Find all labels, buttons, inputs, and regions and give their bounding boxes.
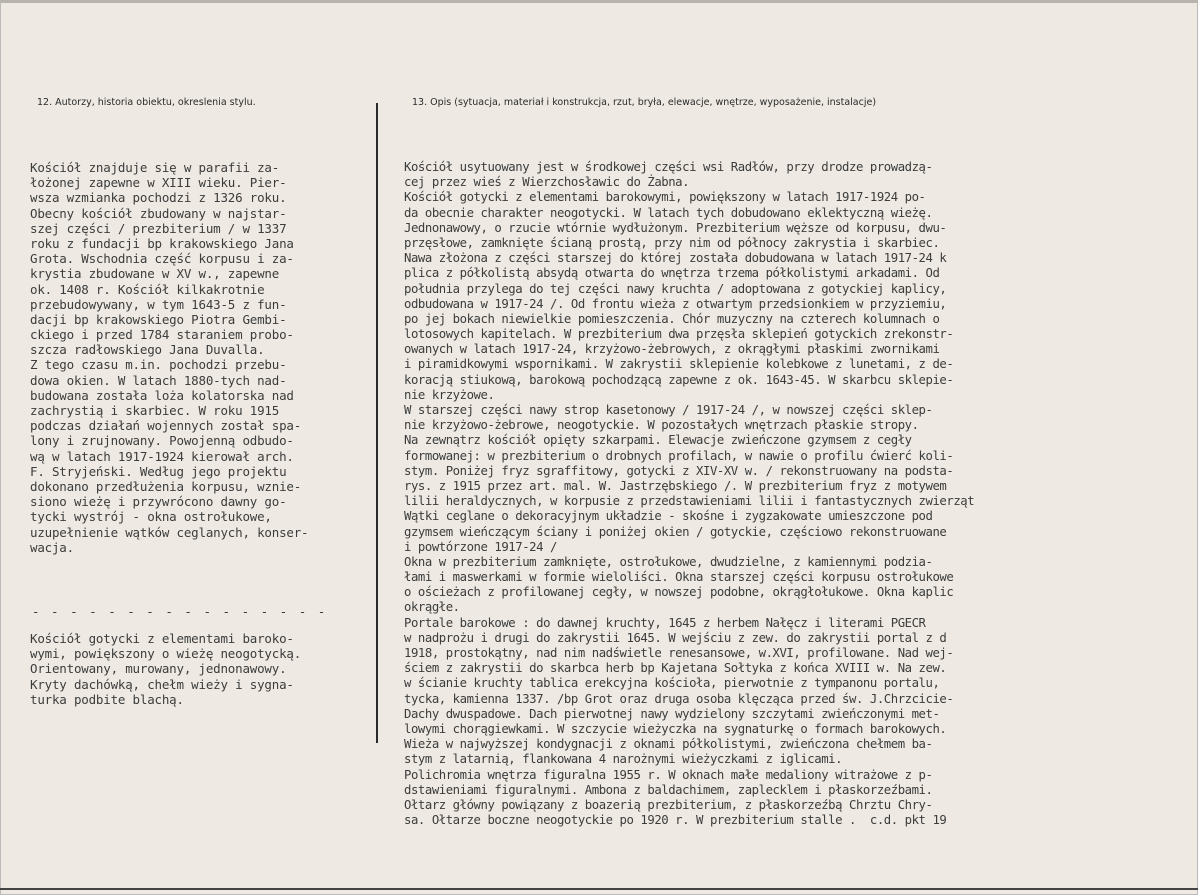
- history-text-line: przebudowywany, w tym 1643-5 z fun-: [30, 296, 287, 312]
- description-text-line: formowanej: w prezbiterium o drobnych profilach, w nawie o profilu ćwierć koli-: [404, 448, 954, 463]
- description-text-line: w nadprożu i drugi do zakrystii 1645. W wejściu z zew. do zakrystii portal z d: [404, 630, 947, 645]
- description-text-line: gzymsem wieńczącym ściany i poniżej okien / gotyckie, częściowo rekonstruowane: [404, 524, 947, 539]
- history-text-line: Z tego czasu m.in. pochodzi przebu-: [30, 357, 287, 373]
- description-text-line: przęsłowe, zamknięte ścianą prostą, przy nim od północy zakrystia i skarbiec.: [404, 235, 940, 250]
- history-text-line: Obecny kościół zbudowany w najstar-: [30, 205, 287, 221]
- history-text-line: wsza wzmianka pochodzi z 1326 roku.: [30, 190, 287, 206]
- description-text-line: Kościół usytuowany jest w środkowej części wsi Radłów, przy drodze prowadzą-: [404, 160, 933, 174]
- history-text-line: roku z fundacji bp krakowskiego Jana: [30, 235, 294, 251]
- style-text-line: Orientowany, murowany, jednonawowy.: [30, 661, 287, 677]
- description-text-line: nie krzyżowe.: [404, 387, 495, 402]
- description-text-line: odbudowana w 1917-24 /. Od frontu wieża z otwartym przedsionkiem w przyziemiu,: [404, 296, 947, 311]
- description-text-line: o ościeżach z profilowanej cegły, w nowszej podobne, okrągłołukowe. Okna kaplic: [404, 585, 954, 600]
- top-edge-line: [0, 0, 1198, 3]
- description-text-line: tycka, kamienna 1337. /bp Grot oraz druga osoba klęcząca przed św. J.Chrzcicie-: [404, 691, 954, 706]
- description-text-line: ściem z zakrystii do skarbca herb bp Kajetana Sołtyka z końca XVIII w. Na zew.: [404, 661, 947, 676]
- style-text-line: Kościół gotycki z elementami baroko-: [30, 631, 294, 646]
- description-text-line: 1918, prostokątny, nad nim nadświetle renesansowe, w.XVI, profilowane. Nad wej-: [404, 646, 954, 660]
- history-text-line: tycki wystrój - okna ostrołukowe,: [30, 509, 272, 525]
- description-text-line: cej przez wieś z Wierzchosławic do Żabna.: [404, 175, 690, 190]
- description-text-line: W starszej części nawy strop kasetonowy / 1917-24 /, w nowszej części sklep-: [404, 403, 933, 417]
- section-separator: - - - - - - - - - - - - - - - -: [32, 604, 328, 619]
- description-text-line: lotosowych kapitelach. W prezbiterium dwa przęsła sklepień gotyckich zrekonstr-: [404, 327, 954, 342]
- description-text-line: lowymi chorągiewkami. W szczycie wieżyczka na sygnaturkę o formach barokowych.: [404, 721, 947, 736]
- description-text-line: Dachy dwuspadowe. Dach pierwotnej nawy wydzielony szczytami zwieńczonymi met-: [404, 706, 940, 721]
- description-text-line: okrągłe.: [404, 600, 460, 615]
- description-text-line: Kościół gotycki z elementami barokowymi, powiększony w latach 1917-1924 po-: [404, 190, 926, 205]
- description-text-line: i piramidkowymi wspornikami. W zakrystii sklepienie kolebkowe z lunetami, z de-: [404, 357, 954, 372]
- history-text-line: ok. 1408 r. Kościół kilkakrotnie: [30, 281, 265, 297]
- description-text-line: łami i maswerkami w formie wieloliści. Okna starszej części korpusu ostrołukowe: [404, 570, 954, 585]
- history-text-line: szcza radłowskiego Jana Duvalla.: [30, 342, 265, 358]
- description-text-line: Polichromia wnętrza figuralna 1955 r. W oknach małe medaliony witrażowe z p-: [404, 767, 933, 782]
- description-text-line: w ścianie kruchty tablica erekcyjna kościoła, pierwotnie z tympanonu portalu,: [404, 676, 940, 691]
- description-text-line: Jednonawowy, o rzucie wtórnie wydłużonym. Prezbiterium węższe od korpusu, dwu-: [404, 220, 947, 235]
- style-text-line: turka podbite blachą.: [30, 691, 184, 707]
- style-text-line: Kryty dachówką, chełm wieży i sygna-: [30, 676, 294, 692]
- description-text-line: owanych w latach 1917-24, krzyżowo-żebrowych, z okrągłymi płaskimi zwornikami: [404, 342, 940, 357]
- description-text-line: południa przylega do tej części nawy kruchta / adoptowana z gotyckiej kaplicy,: [404, 281, 947, 296]
- description-text-line: rys. z 1915 przez art. mal. W. Jastrzębskiego /. W prezbiterium fryz z motywem: [404, 478, 947, 493]
- description-text-line: koracją stiukową, barokową pochodzącą zapewne z ok. 1643-45. W skarbcu sklepie-: [404, 372, 954, 387]
- history-text-line: budowana została loża kolatorska nad: [30, 387, 294, 403]
- description-text-line: po jej bokach niewielkie pomieszczenia. Chór muzyczny na czterech kolumnach o: [404, 311, 940, 326]
- history-text-line: łożonej zapewne w XIII wieku. Pier-: [30, 175, 287, 191]
- description-text-line: Wieża w najwyższej kondygnacji z oknami półkolistymi, zwieńczona chełmem ba-: [404, 737, 933, 752]
- description-text-line: sa. Ołtarze boczne neogotyckie po 1920 r. W prezbiterium stalle . c.d. pkt 19: [404, 813, 947, 828]
- description-text-line: stym. Poniżej fryz sgraffitowy, gotycki z XIV-XV w. / rekonstruowany na podsta-: [404, 463, 954, 478]
- history-text-line: dokonano przedłużenia korpusu, wznie-: [30, 478, 302, 494]
- history-text-line: szej części / prezbiterium / w 1337: [30, 220, 287, 236]
- description-text-line: i powtórzone 1917-24 /: [404, 539, 557, 554]
- description-text-line: da obecnie charakter neogotycki. W latach tych dobudowano eklektyczną wieżę.: [404, 205, 933, 220]
- bottom-edge-line: [0, 888, 1198, 890]
- history-text-line: Grota. Wschodnia część korpusu i za-: [30, 251, 294, 267]
- history-text-line: lony i zrujnowany. Powojenną odbudo-: [30, 433, 294, 449]
- history-text-line: zachrystią i skarbiec. W roku 1915: [30, 403, 280, 418]
- description-text-line: Wątki ceglane o dekoracyjnym układzie - skośne i zygzakowate umieszczone pod: [404, 509, 933, 524]
- history-text-line: siono wieżę i przywrócono dawny go-: [30, 494, 287, 510]
- description-text-line: plica z półkolistą absydą otwarta do wnętrza trzema półkolistymi arkadami. Od: [404, 266, 940, 281]
- style-text-block: [30, 631, 378, 707]
- history-text-line: uzupełnienie wątków ceglanych, konser-: [30, 524, 309, 540]
- history-text-line: dacji bp krakowskiego Piotra Gembi-: [30, 311, 287, 327]
- history-text-line: Kościół znajduje się w parafii za-: [30, 160, 280, 175]
- history-text-line: wą w latach 1917-1924 kierował arch.: [30, 448, 294, 464]
- history-text-block: [30, 160, 378, 555]
- history-text-line: wacja.: [30, 539, 74, 555]
- description-text-line: stym z latarnią, flankowana 4 narożnymi wieżyczkami z iglicami.: [404, 752, 843, 767]
- description-text-line: nie krzyżowo-żebrowe, neogotyckie. W pozostałych wnętrzach płaskie stropy.: [404, 418, 919, 433]
- description-text-line: Portale barokowe : do dawnej kruchty, 1645 z herbem Nałęcz i literami PGECR: [404, 615, 926, 630]
- description-text-line: lilii heraldycznych, w korpusie z przedstawieniami lilii i fantastycznych zwierząt: [404, 494, 975, 509]
- history-text-line: podczas działań wojennych został spa-: [30, 418, 302, 434]
- description-text-line: Nawa złożona z części starszej do której została dobudowana w latach 1917-24 k: [404, 251, 947, 266]
- history-text-line: ckiego i przed 1784 staraniem probo-: [30, 327, 294, 343]
- history-text-line: krystia zbudowane w XV w., zapewne: [30, 266, 280, 282]
- description-text-line: Na zewnątrz kościół opięty szkarpami. Elewacje zwieńczone gzymsem z cegły: [404, 433, 912, 448]
- description-text-block: [404, 160, 1198, 828]
- section-13-header: 13. Opis (sytuacja, materiał i konstrukcja, rzut, bryła, elewacje, wnętrze, wyposażenie, instalacje): [412, 97, 877, 108]
- description-text-line: Ołtarz główny powiązany z boazerią prezbiterium, z płaskorzeźbą Chrztu Chry-: [404, 797, 933, 812]
- history-text-line: dowa okien. W latach 1880-tych nad-: [30, 372, 287, 388]
- style-text-line: wymi, powiększony o wieżę neogotycką.: [30, 646, 302, 662]
- section-12-header: 12. Autorzy, historia obiektu, okreslenia stylu.: [37, 97, 256, 108]
- history-text-line: F. Stryjeński. Według jego projektu: [30, 463, 287, 479]
- description-text-line: Okna w prezbiterium zamknięte, ostrołukowe, dwudzielne, z kamiennymi podzia-: [404, 554, 933, 569]
- description-text-line: dstawieniami figuralnymi. Ambona z baldachimem, zaplecklem i płaskorzeźbami.: [404, 782, 933, 797]
